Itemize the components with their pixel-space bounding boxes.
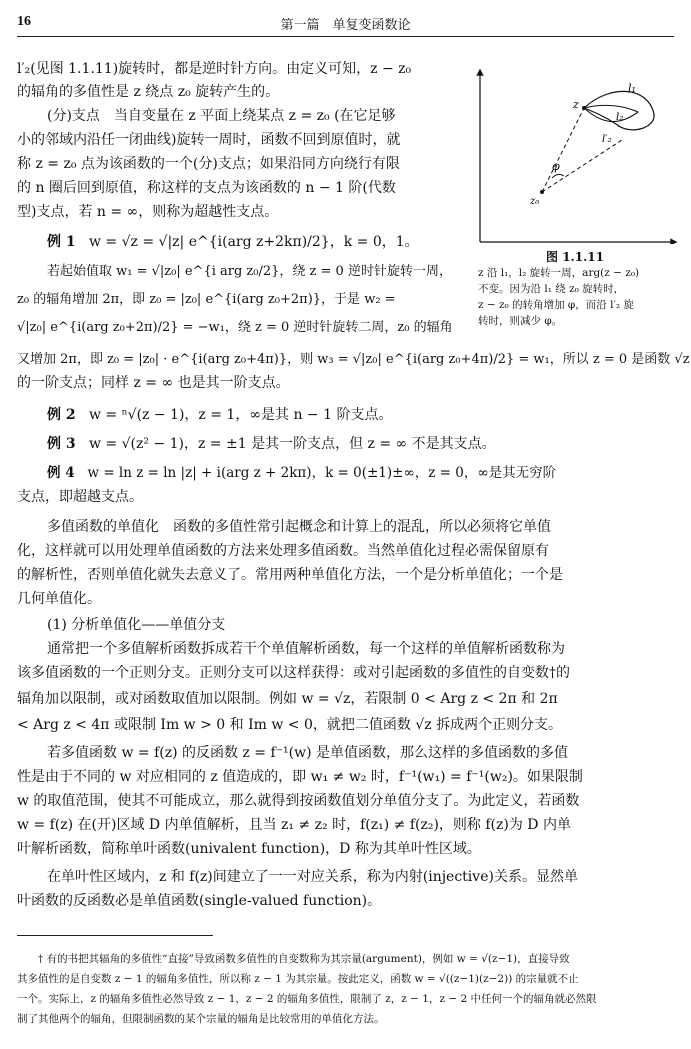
example-label: 例 4 [47,465,75,481]
text-line: 辐角加以限制，或对函数取值加以限制。例如 w = √z，若限制 0 < Arg z < 2π 和 2π [17,691,558,707]
label-phi: φ [552,160,560,173]
text-line: w 的取值范围，使其不可能成立，那么就得到按函数值划分单值分支了。为此定义，若函数 [17,793,580,809]
chapter-title: 第一篇 单复变函数论 [280,18,411,33]
text-line: 支点，即超越支点。 [17,489,143,505]
page-number: 16 [17,14,31,29]
text-line: 性是由于不同的 w 对应相同的 z 值造成的，即 w₁ ≠ w₂ 时，f⁻¹(w₁) = f⁻¹(w₂)。如果限制 [17,769,583,785]
curve-l1 [584,91,654,129]
footnote-rule [17,935,213,936]
text-line: z₀ 的辐角增加 2π，即 z₀ = |z₀| e^{i(arg z₀+2π)}，于是 w₂ = [17,292,396,307]
text-line: < Arg z < 4π 或限制 Im w > 0 和 Im w < 0，就把二值函数 √z 拆成两个正则分支。 [17,717,563,733]
text-line: 在单叶性区域内，z 和 f(z)间建立了一一对应关系，称为内射(injective)关系。显然单 [47,869,578,885]
example-1 [47,233,419,252]
text-line: 化，这样就可以用处理单值函数的方法来处理多值函数。当然单值化过程必需保留原有 [17,543,549,559]
example-formula: w = √z = √|z| e^{i(arg z+2kπ)/2}，k = 0，1。 [88,234,419,250]
footnote-line: 一个。实际上，z 的辐角多值性必然导致 z − 1，z − 2 的辐角多值性，限制了 z，z − 1，z − 2 中任何一个的辐角就必然限 [17,993,597,1005]
text-line: 几何单值化。 [17,591,101,607]
figure-caption-line: 转时，则减少 φ。 [478,315,563,327]
text-line: (分)支点 当自变量在 z 平面上绕某点 z = z₀ (在它足够 [47,108,396,124]
text-line: 的解析性，否则单值化就失去意义了。常用两种单值化方法，一个是分析单值化；一个是 [17,567,563,583]
label-l2: l₂ [616,112,624,123]
text-line: 多值函数的单值化 函数的多值性常引起概念和计算上的混乱，所以必须将它单值 [47,519,551,535]
text-line: 的 n 圈后回到原值，称这样的支点为该函数的 n − 1 阶(代数 [17,180,396,196]
label-l1: l₁ [628,82,636,95]
example-label: 例 3 [47,436,76,452]
footnote-line: 制了其他两个的辐角，但限制函数的某个宗量的辐角是比较常用的单值化方法。 [17,1013,385,1025]
text-line: √|z₀| e^{i(arg z₀+2π)/2} = −w₁，绕 z = 0 逆时针旋转二周，z₀ 的辐角 [17,320,453,335]
text-line: 小的邻域内沿任一闭曲线)旋转一周时，函数不回到原值时，就 [17,132,401,148]
text-line: 型)支点，若 n = ∞，则称为超越性支点。 [17,204,279,220]
point-z0 [540,190,544,194]
text-line: 叶函数的反函数必是单值函数(single-valued function)。 [17,893,382,909]
figure-caption-line: z 沿 l₁，l₂ 旋转一周，arg(z − z₀) [478,267,640,279]
example-4 [47,464,556,483]
example-label: 例 2 [47,407,76,423]
label-z0: z₀ [530,196,540,207]
ray-to-z [542,108,584,192]
footnote-line: 其多值性的是自变数 z − 1 的辐角多值性，所以称 z − 1 为其宗量。按此定义，函数 w = √((z−1)(z−2)) 的宗量就不止 [17,973,579,985]
example-formula: w = ln z = ln |z| + i(arg z + 2kπ)，k = 0(±1)±∞，z = 0，∞是其无穷阶 [87,465,557,481]
figure-caption-line: z − z₀ 的转角增加 φ，而沿 l′₂ 旋 [478,299,634,311]
header-rule [17,36,674,37]
page-header [17,14,674,32]
figure-caption-line: 不变。因为沿 l₁ 绕 z₀ 旋转时， [478,283,625,295]
text-line: 若多值函数 w = f(z) 的反函数 z = f⁻¹(w) 是单值函数，那么这样的多值函数的多值 [47,745,568,761]
example-formula: w = ⁿ√(z − 1)，z = 1，∞是其 n − 1 阶支点。 [88,407,393,423]
text-line: 的辐角的多值性是 z 绕点 z₀ 旋转产生的。 [17,84,280,100]
text-line: 通常把一个多值解析函数拆成若干个单值解析函数，每一个这样的单值解析函数称为 [47,641,565,657]
footnote-line: † 有的书把其辐角的多值性“直接”导致函数多值性的自变数称为其宗量(argument)，例如 w = √(z−1)，直接导致 [38,953,570,965]
example-formula: w = √(z² − 1)，z = ±1 是其一阶支点，但 z = ∞ 不是其支点。 [88,436,496,452]
text-line: w = f(z) 在(开)区域 D 内单值解析，且当 z₁ ≠ z₂ 时，f(z₁) ≠ f(z₂)，则称 f(z)为 D 内单 [17,817,571,833]
text-line: 又增加 2π，即 z₀ = |z₀| · e^{i(arg z₀+4π)}，则 w₃ = √|z₀| e^{i(arg z₀+4π)/2} = w₁，所以 z = 0 是函数 √z [17,352,690,367]
text-line: l′₂(见图 1.1.11)旋转时，都是逆时针方向。由定义可知，z − z₀ [17,61,412,77]
text-line: 若起始值取 w₁ = √|z₀| e^{i arg z₀/2}，绕 z = 0 逆时针旋转一周， [47,264,452,279]
text-line: 该多值函数的一个正则分支。正则分支可以这样获得：或对引起函数的多值性的自变数†的 [17,665,570,681]
point-z [582,106,586,110]
angle-arc [552,174,564,178]
text-line: 叶解析函数，简称单叶函数(univalent function)，D 称为其单叶性区域。 [17,841,481,857]
example-2 [47,406,392,425]
label-l2-prime: l′₂ [602,134,612,145]
section-heading: (1) 分析单值化——单值分支 [47,617,226,633]
example-3 [47,435,496,454]
example-label: 例 1 [47,234,76,250]
curve-l2-lower [584,108,638,122]
label-z: z [573,98,579,111]
figure-caption-title: 图 1.1.11 [546,250,604,264]
text-line: 的一阶支点；同样 z = ∞ 也是其一阶支点。 [17,375,290,391]
text-line: 称 z = z₀ 点为该函数的一个(分)支点；如果沿同方向绕行有限 [17,156,400,172]
figure-1-1-11 [470,64,680,244]
